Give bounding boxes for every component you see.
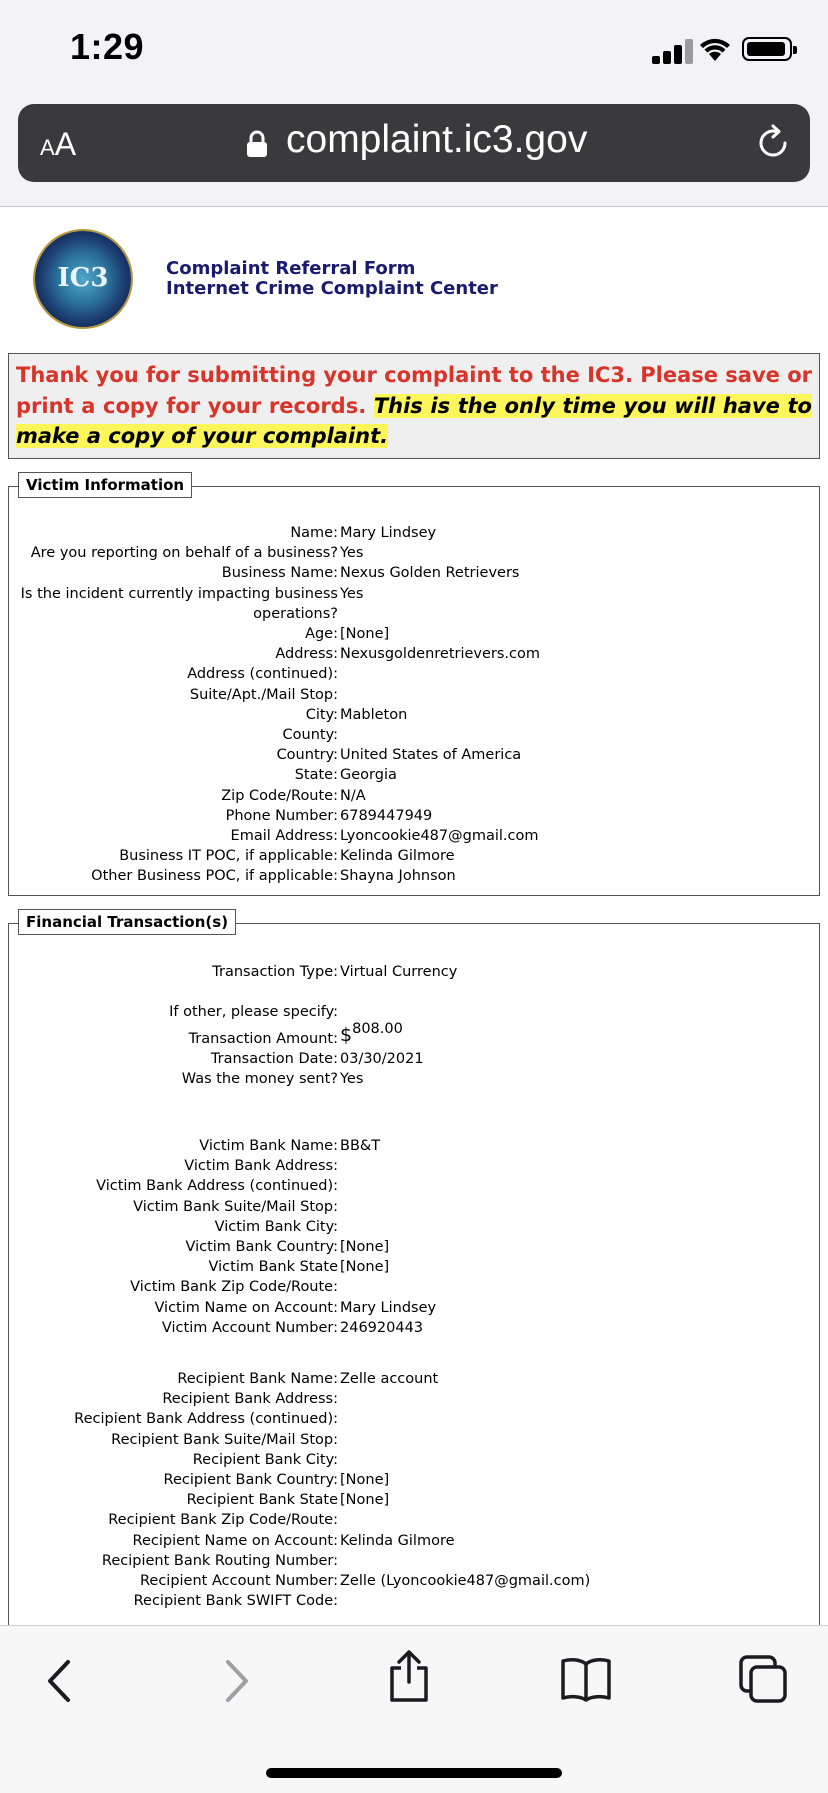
field-value: Georgia: [340, 767, 397, 784]
field-label: Transaction Type:: [212, 964, 338, 980]
field-value: Yes: [340, 545, 364, 562]
status-bar: [0, 0, 828, 100]
field-label: Transaction Date:: [210, 1051, 338, 1067]
field-label: operations?: [253, 605, 338, 622]
section-legend: Victim Information: [18, 472, 192, 498]
field-value: Virtual Currency: [340, 964, 458, 980]
field-value: Nexusgoldenretrievers.com: [340, 646, 541, 663]
field-label: Business IT POC, if applicable:: [119, 848, 338, 865]
address-bar[interactable]: [18, 104, 810, 182]
field-label: Recipient Bank SWIFT Code:: [133, 1593, 338, 1610]
lock-icon: [246, 130, 268, 158]
field-label: Recipient Bank Routing Number:: [101, 1552, 338, 1569]
section-legend: Financial Transaction(s): [18, 909, 236, 935]
share-icon[interactable]: [386, 1648, 432, 1704]
victim-information-section: [8, 476, 820, 896]
tabs-icon[interactable]: [738, 1654, 788, 1704]
field-value: Shayna Johnson: [340, 868, 456, 885]
field-label: Email Address:: [230, 828, 338, 844]
field-value: Mary Lindsey: [340, 1299, 437, 1316]
field-value: Mary Lindsey: [340, 525, 437, 541]
status-time: 1:29: [70, 26, 145, 67]
field-label: State:: [294, 767, 338, 784]
field-label: Recipient Name on Account:: [132, 1532, 338, 1549]
field-label: Suite/Apt./Mail Stop:: [189, 686, 338, 703]
field-label: Victim Name on Account:: [154, 1299, 338, 1316]
field-value: N/A: [340, 787, 366, 804]
field-value: Mableton: [340, 706, 408, 723]
confirmation-text: Thank you for submitting your complaint to the IC3. Please save or print a copy for your records.: [16, 363, 813, 418]
field-label: Victim Bank City:: [214, 1218, 338, 1235]
field-label: Victim Bank Suite/Mail Stop:: [133, 1198, 338, 1215]
field-label: Victim Bank Country:: [185, 1239, 338, 1255]
web-page: [0, 207, 828, 1625]
field-label: County:: [282, 727, 338, 743]
confirmation-highlight: This is the only time you will have to make a copy of your complaint.: [16, 393, 812, 448]
page-header: [166, 259, 498, 299]
home-indicator[interactable]: [266, 1768, 562, 1778]
field-label: Recipient Bank Name:: [177, 1371, 338, 1387]
form-title: Complaint Referral Form: [166, 258, 416, 279]
submission-confirmation-message: [8, 353, 820, 459]
field-value: 246920443: [340, 1319, 424, 1336]
field-label: If other, please specify:: [169, 1004, 338, 1020]
amount-value: 808.00: [352, 1021, 403, 1037]
field-label: Are you reporting on behalf of a business?: [30, 545, 338, 562]
field-label: Recipient Bank Address (continued):: [74, 1411, 338, 1428]
field-label: Business Name:: [221, 565, 338, 582]
field-label: Phone Number:: [225, 807, 338, 824]
field-label: Victim Bank Name:: [199, 1138, 338, 1154]
field-label: Other Business POC, if applicable:: [91, 868, 338, 885]
field-value: 6789447949: [340, 807, 433, 824]
fbi-ic3-seal-logo: IC3: [35, 231, 131, 327]
field-label: Address:: [275, 646, 338, 663]
battery-icon: [742, 37, 792, 61]
field-value: Yes: [340, 585, 364, 602]
field-label: Transaction Amount:: [188, 1031, 338, 1047]
financial-transactions-section: [8, 913, 820, 1625]
field-label: Victim Bank Address (continued):: [96, 1178, 338, 1195]
field-value: Zelle (Lyoncookie487@gmail.com): [340, 1573, 591, 1589]
forward-icon[interactable]: [218, 1656, 254, 1706]
field-label: Recipient Bank City:: [192, 1451, 338, 1468]
field-value: Zelle account: [340, 1371, 439, 1387]
field-label: Recipient Bank State: [186, 1492, 338, 1509]
field-value: [None]: [340, 1239, 390, 1255]
browser-toolbar: [0, 1625, 828, 1793]
field-label: Was the money sent?: [181, 1071, 338, 1087]
field-value: [None]: [340, 1259, 390, 1276]
field-label: Country:: [276, 747, 338, 764]
currency-symbol: $: [340, 1024, 353, 1046]
field-label: Recipient Bank Zip Code/Route:: [108, 1512, 338, 1529]
cellular-signal-icon: [652, 38, 696, 64]
url-text[interactable]: complaint.ic3.gov: [286, 118, 588, 161]
field-label: Recipient Bank Address:: [162, 1391, 338, 1408]
field-value: [340, 1021, 403, 1046]
field-label: Victim Bank Address:: [184, 1158, 338, 1175]
field-label: Address (continued):: [187, 666, 338, 683]
field-label: Recipient Bank Country:: [163, 1472, 338, 1488]
field-value: Lyoncookie487@gmail.com: [340, 828, 539, 844]
field-value: BB&T: [340, 1138, 381, 1154]
field-value: [None]: [340, 626, 390, 642]
field-label: Victim Bank Zip Code/Route:: [130, 1279, 338, 1296]
field-value: 03/30/2021: [340, 1051, 424, 1067]
field-label: Is the incident currently impacting business: [20, 585, 338, 602]
wifi-icon: [698, 34, 732, 62]
back-icon[interactable]: [42, 1656, 78, 1706]
field-label: Recipient Account Number:: [139, 1573, 338, 1589]
reader-settings-button[interactable]: AA: [40, 126, 77, 162]
bookmarks-icon[interactable]: [560, 1656, 612, 1702]
field-label: City:: [305, 706, 338, 723]
field-value: Yes: [340, 1071, 364, 1087]
field-value: Nexus Golden Retrievers: [340, 565, 520, 582]
field-label: Recipient Bank Suite/Mail Stop:: [111, 1431, 338, 1448]
field-label: Age:: [305, 626, 338, 642]
field-label: Zip Code/Route:: [221, 787, 338, 804]
field-value: [None]: [340, 1492, 390, 1509]
field-label: Victim Account Number:: [161, 1319, 338, 1336]
reload-icon[interactable]: [754, 124, 792, 162]
field-value: Kelinda Gilmore: [340, 848, 455, 865]
field-value: Kelinda Gilmore: [340, 1532, 455, 1549]
field-value: [None]: [340, 1472, 390, 1488]
field-label: Name:: [290, 525, 338, 541]
field-value: United States of America: [340, 747, 522, 764]
site-title: Internet Crime Complaint Center: [166, 278, 498, 299]
field-label: Victim Bank State: [208, 1259, 338, 1276]
